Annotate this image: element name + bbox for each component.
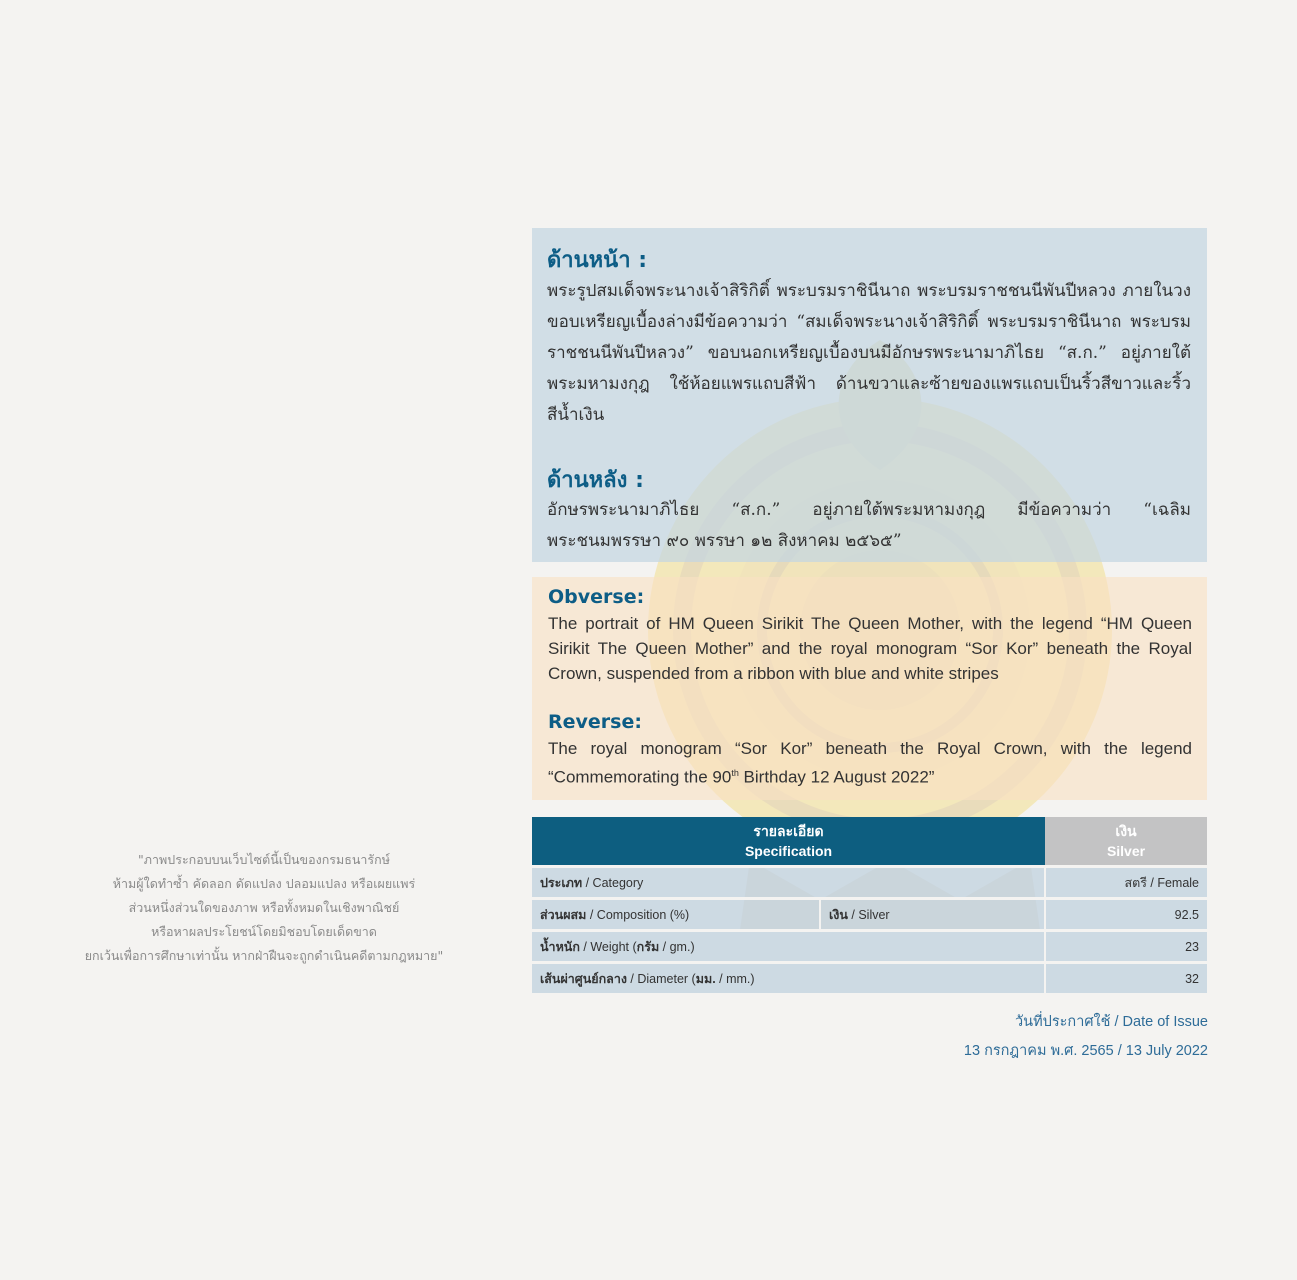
composition-label: ส่วนผสม / Composition (%) bbox=[532, 899, 820, 931]
issue-label: วันที่ประกาศใช้ / Date of Issue bbox=[1015, 1014, 1208, 1030]
front-description: พระรูปสมเด็จพระนางเจ้าสิริกิติ์ พระบรมราชินีนาถ พระบรมราชชนนีพันปีหลวง ภายในวงขอบเหรียญเบื้องล่างมีข้อความว่า “สมเด็จพระนางเจ้าสิริกิติ์ พระบรมราชินีนาถ พระบรมราชชนนีพันปีหลวง” ขอบนอกเหรียญเบื้องบนมีอักษรพระนามาภิไธย “ส.ก.” อยู่ภายใต้พระมหามงกุฎ ใช้ห้อยแพรแถบสีฟ้า ด้านขวาและซ้ายของแพรแถบเป็นริ้วสีขาวและริ้วสีน้ำเงิน bbox=[547, 281, 1191, 425]
back-description: อักษรพระนามาภิไธย “ส.ก.” อยู่ภายใต้พระมหามงกุฎ มีข้อความว่า “เฉลิมพระชนมพรรษา ๙๐ พรรษา ๑๒ สิงหาคม ๒๕๖๕” bbox=[547, 500, 1191, 551]
table-row bbox=[532, 963, 1207, 994]
copyright-notice bbox=[60, 848, 468, 968]
copyright-line: หรือหาผลประโยชน์โดยมิชอบโดยเด็ดขาด bbox=[151, 924, 377, 939]
specification-table bbox=[532, 817, 1207, 993]
reverse-description: The royal monogram “Sor Kor” beneath the Royal Crown, with the legend “Commemorating the 90th Birthday 12 August 2022” bbox=[548, 739, 1192, 787]
category-label: ประเภท / Category bbox=[532, 867, 1045, 899]
copyright-line: ส่วนหนึ่งส่วนใดของภาพ หรือทั้งหมดในเชิงพาณิชย์ bbox=[128, 900, 400, 915]
category-value: สตรี / Female bbox=[1045, 867, 1207, 899]
date-of-issue bbox=[964, 1008, 1208, 1066]
weight-label: น้ำหนัก / Weight (กรัม / gm.) bbox=[532, 931, 1045, 963]
composition-sub-label: เงิน / Silver bbox=[820, 899, 1045, 931]
weight-value: 23 bbox=[1045, 931, 1207, 963]
copyright-line: "ภาพประกอบบนเว็บไซต์นี้เป็นของกรมธนารักษ์ bbox=[138, 852, 390, 867]
front-title: ด้านหน้า : bbox=[547, 248, 648, 273]
table-row bbox=[532, 931, 1207, 963]
english-description-panel bbox=[532, 577, 1207, 800]
table-row bbox=[532, 867, 1207, 899]
obverse-title: Obverse: bbox=[548, 586, 645, 608]
table-row bbox=[532, 899, 1207, 931]
copyright-line: ห้ามผู้ใดทำซ้ำ คัดลอก ดัดแปลง ปลอมแปลง หรือเผยแพร่ bbox=[112, 876, 416, 891]
material-header: เงิน Silver bbox=[1045, 817, 1207, 867]
thai-description-panel bbox=[532, 228, 1207, 562]
copyright-line: ยกเว้นเพื่อการศึกษาเท่านั้น หากฝ่าฝืนจะถูกดำเนินคดีตามกฎหมาย" bbox=[84, 948, 444, 963]
diameter-value: 32 bbox=[1045, 963, 1207, 994]
issue-date: 13 กรกฎาคม พ.ศ. 2565 / 13 July 2022 bbox=[963, 1043, 1208, 1059]
back-title: ด้านหลัง : bbox=[547, 468, 644, 493]
specification-header: รายละเอียด Specification bbox=[532, 817, 1045, 867]
diameter-label: เส้นผ่าศูนย์กลาง / Diameter (มม. / mm.) bbox=[532, 963, 1045, 994]
obverse-description: The portrait of HM Queen Sirikit The Queen Mother, with the legend “HM Queen Sirikit The Queen Mother” and the royal monogram “Sor Kor” beneath the Royal Crown, suspended from a ribbon with blue and white stripes bbox=[548, 614, 1192, 683]
reverse-title: Reverse: bbox=[548, 711, 642, 733]
composition-value: 92.5 bbox=[1045, 899, 1207, 931]
